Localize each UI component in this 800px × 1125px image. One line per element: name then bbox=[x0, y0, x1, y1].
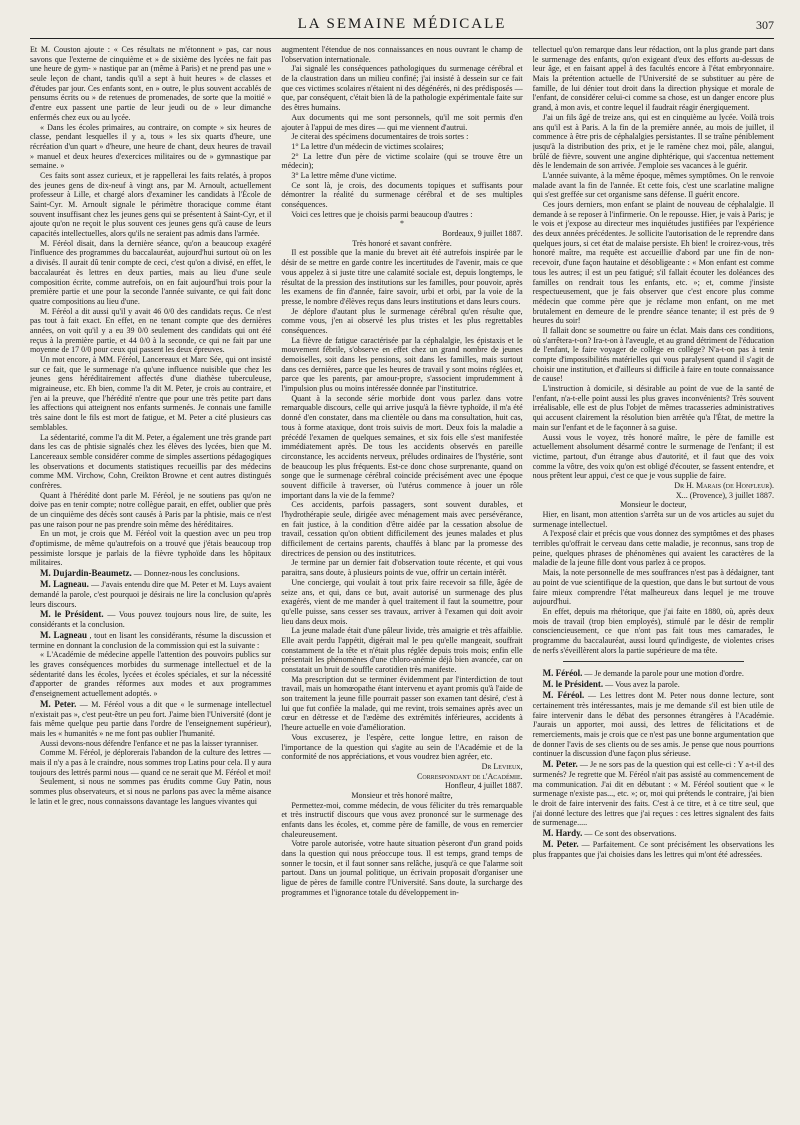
speech-paragraph bbox=[30, 739, 271, 749]
speech-text: « L'Académie de médecine appelle l'attention des pouvoirs publics sur les graves conséquences morbides du surmenage intellectuel et de la sédentarité dans les écoles, lycées et écoles spéciales, et sur la nécessité d'apporter de grandes réformes aux modes et aux programmes d'enseignement actuellement adoptés. » bbox=[30, 650, 272, 698]
column-right bbox=[533, 45, 774, 1125]
speech-text: — M. Féréol vous a dit que « le surmenage intellectuel n'existait pas », c'est peut-être un peu fort. J'aime bien l'Université (dont je fais même quelque peu partie dans l'ordre de l'enseignement supérieur), mais les « humanités » ne me font pas oublier l'humanité. bbox=[30, 699, 272, 738]
speech-paragraph bbox=[30, 748, 271, 777]
letter-paragraph: La fièvre de fatigue caractérisée par la céphalalgie, les épistaxis et le mouvement fébrile, s'observe en effet chez un grand nombre de jeunes demoiselles, soit dans les pensions, soit dans les familles, mais surtout dans ces dernières, parce que les heures de travail y sont moins réglées et, parce que les parents, par amour-propre, s'associent imprudemment à l'impulsion plus ou moins intéressée donnée par l'institutrice. bbox=[281, 335, 523, 394]
speech-text: — Donnez-nous les conclusions. bbox=[133, 569, 240, 579]
letter-paragraph: Ces accidents, parfois passagers, sont souvent durables, et l'hydrothérapie seule, dirigée avec ménagement mais avec persévérance, en fait justice, à la condition d'être aidée par la cessation absolue de travail, cessation qu'on obtient difficilement des jeunes malades et plus difficilement de certains parents, chauffés à blanc par la promesse des directrices de pension ou des institutrices. bbox=[281, 500, 523, 558]
paragraph: « Dans les écoles primaires, au contraire, on compte » six heures de classe, pendant lesquelles il y a, tous » les six quarts d'heure, une récréation d'un quart » d'heure, une heure de chant, deux heures de travail » manuel et deux heures d'exercices militaires ou de » gymnastique par semaine. » bbox=[30, 122, 272, 171]
text-columns bbox=[30, 45, 774, 1125]
speech-paragraph bbox=[30, 777, 271, 806]
speaker-name: M. Lagneau. bbox=[40, 578, 89, 589]
speech-text: — Je ne sors pas de la question qui est celle-ci : Y a-t-il des surmenés? Je regrette que M. Féréol n'ait pas assisté au commencement de ma communication. J'ai dit en débutant : « M. Féréol soutient que « le surmenage n'existe pas..., etc. »; or, moi qui prétends le contraire, j'ai bien le droit de faire intervenir des faits. C'est à ce titre, et à ce titre seul, que j'ai donné lecture des lettres que j'ai reçues : ces lettres signalent des faits de surmenage..... bbox=[532, 759, 774, 828]
speech-paragraph bbox=[533, 839, 774, 860]
speech-paragraph bbox=[30, 630, 271, 651]
letter-signature: Dr Levieux, bbox=[481, 761, 523, 771]
paragraph: Aux documents qui me sont personnels, qu'il me soit permis d'en ajouter à l'appui de mes dires — qui me viennent d'autrui. bbox=[281, 112, 523, 132]
speech-text: — Vous pouvez toujours nous lire, de suite, les considérants et la conclusion. bbox=[30, 610, 272, 630]
speaker-name: M. Lagneau bbox=[40, 629, 88, 640]
speech-paragraph bbox=[533, 690, 774, 759]
paragraph: Et M. Couston ajoute : « Ces résultats ne m'étonnent » pas, car nous savons que l'externe de cinquième et » de sixième des lycées ne fait pas une heure de gym- » nastique par an (même à Paris) et ne prend pas une » seule leçon de chant, tandis qu'il a sept à huit heures » de classes et d'études par jour. Ces enfants sont, en » outre, le plus souvent accablés de pensums écrits ou » de retenues de promenades, de sorte que la moitié » d'entre eux passent une partie de leur jeudi ou de » leur dimanche enfermés chez eux ou au lycée. bbox=[30, 45, 272, 122]
speech-paragraph bbox=[533, 668, 774, 679]
letter-paragraph: Monsieur et très honoré maître, bbox=[351, 790, 453, 800]
paragraph: Un mot encore, à MM. Féréol, Lancereaux et Marc Sée, qui ont insisté sur ce fait, que le surmenage n'a qu'une influence nuisible que chez les jeunes gens héréditairement affectés d'une diathèse tuberculeuse, migraineuse, etc. Eh bien, comme l'a dit M. Peter, je crois au contraire, et j'en ai la preuve, que l'hérédité n'entre que pour une très petite part dans les affections qui atteignent nos enfants surmenés. Je connais une famille très saine dont le fils est mort de fatigue, et M. Peter a cité plusieurs cas semblables. bbox=[30, 355, 272, 432]
speech-paragraph bbox=[30, 579, 271, 609]
speech-paragraph bbox=[533, 679, 774, 690]
speech-paragraph bbox=[30, 609, 271, 630]
speech-text: — J'avais entendu dire que M. Peter et M. Luys avaient demandé la parole, c'est pourquoi je désirais ne lire la conclusion qu'après leurs discours. bbox=[30, 579, 272, 609]
page-header bbox=[30, 14, 774, 39]
paragraph: Je citerai des spécimens documentaires de trois sortes : bbox=[291, 132, 469, 142]
speech-paragraph bbox=[30, 568, 271, 579]
letter-paragraph: En effet, depuis ma rhétorique, que j'ai faite en 1880, où, après deux mois de travail (trop bien employés), stimulé par le désir de remplir consciencieusement, ce que n'ont pas fait tous mes camarades, le programme du baccalauréat, aussi lourd qu'indigeste, de violentes crises de nerfs s'éveillèrent alors la partie supérieure de ma tête. bbox=[532, 606, 774, 655]
speaker-name: M. Peter. bbox=[542, 758, 578, 769]
speaker-name: M. le Président. bbox=[40, 609, 104, 620]
journal-title: LA SEMAINE MÉDICALE bbox=[297, 16, 507, 32]
speech-text: Comme M. Féréol, je déplorerais l'abandon de la culture des lettres — mais il n'y a pas à le craindre, nous sommes trop Latins pour cela. Il y aura toujours des lettrés parmi nous — quand ce ne serait que M. Féréol et moi! bbox=[30, 748, 272, 777]
speaker-name: M. Peter. bbox=[40, 698, 77, 709]
letter-paragraph: Une concierge, qui voulait à tout prix faire recevoir sa fille, âgée de seize ans, et qui, dans ce but, avait autorisé un surmenage des plus exagérés, vient de me mander à quel traitement il faut la soumettre, pour qu'elle puisse, sans cesser ses travaux, arriver à l'examen qui doit avoir lieu dans deux mois. bbox=[281, 577, 523, 626]
speaker-name: M. Dujardin-Beaumetz. bbox=[40, 568, 132, 579]
letter-signature-title: Correspondant de l'Académie. bbox=[416, 771, 523, 781]
section-separator: * bbox=[399, 219, 404, 229]
letter-paragraph: J'ai un fils âgé de treize ans, qui est en cinquième au lycée. Voilà trois ans qu'il est à Paris. A la fin de la première année, au mois de juillet, il commence à être pris de céphalalgies persistantes. Il se traîne péniblement jusqu'à la distribution des prix, et je le ramène chez moi, pâle, alangui, brûlé de fièvre, souvent une angine diphtérique, qui s'accentua nettement dès le lendemain de son arrivée. J'emploie ses vacances à le guérir. bbox=[532, 112, 774, 171]
speaker-name: M. Hardy. bbox=[542, 827, 583, 838]
letter-paragraph: Vous excuserez, je l'espère, cette longue lettre, en raison de l'importance de la question qui s'agite au sein de l'Académie et de la conformité de nos appréciations, et vous voudrez bien agréer, etc. bbox=[281, 732, 523, 762]
speaker-name: M. Féréol. bbox=[542, 690, 585, 700]
letter-dateline: Bordeaux, 9 juillet 1887. bbox=[442, 229, 523, 239]
paragraph: En un mot, je crois que M. Féréol voit la question avec un peu trop d'optimisme, de même qu'autrefois on a trouvé que j'étais beaucoup trop pessimiste lorsque je parlais de la fièvre typhoïde dans les hôpitaux militaires. bbox=[30, 529, 272, 568]
speech-paragraph bbox=[533, 828, 774, 839]
letter-paragraph: Mais, la note personnelle de mes souffrances n'est pas à dédaigner, tant au point de vue scientifique de la question, que dans le but surtout de vous faire mieux comprendre l'état malheureux dans lequel je me trouve aujourd'hui. bbox=[532, 568, 774, 607]
letter-paragraph: L'instruction à domicile, si désirable au point de vue de la santé de l'enfant, n'a-t-elle point aussi les plus graves inconvénients? Très souvent irréalisable, elle est de plus l'objet de mêmes tracasseries administratives qui accusent clairement la résolution bien arrêtée qu'a l'État, de mettre la main sur l'enfant et de le façonner à sa guise. bbox=[532, 384, 774, 432]
paragraph: Ce sont là, je crois, des documents topiques et suffisants pour démontrer la réalité du surmenage cérébral et de ses multiples conséquences. bbox=[281, 180, 523, 209]
speech-text: — Vous avez la parole. bbox=[605, 680, 680, 690]
paragraph: J'ai signalé les conséquences pathologiques du surmenage cérébral et de la claustration dans un milieu confiné; j'ai insisté à dessein sur ce fait que ces victimes scolaires n'étaient ni des dégénérés, ni des prédisposés — que, par conséquent, c'était bien là de la pathologie expérimentale faite sur des êtres humains. bbox=[281, 64, 523, 113]
letter-paragraph: Hier, en lisant, mon attention s'arrêta sur un de vos articles au sujet du surmenage intellectuel. bbox=[532, 510, 774, 529]
letter-paragraph: tellectuel qu'on remarque dans leur rédaction, ont la plus grande part dans le surmenage des enfants, qu'on exigeant d'eux des efforts au-dessus de leur âge, et en faisant appel à des facultés encore à l'état embryonnaire. Mais la prétention actuelle de l'Université de se substituer au père de famille, de lui dénier tout droit dans la direction physique et morale de l'enfant, de considérer celui-ci comme sa chose, est un danger encore plus grand, à mon avis, et contre lequel il faudrait réagir énergiquement. bbox=[532, 45, 774, 113]
column-middle bbox=[281, 45, 522, 1125]
letter-dateline: Honfleur, 4 juillet 1887. bbox=[444, 781, 523, 791]
speaker-name: M. Peter. bbox=[542, 838, 579, 849]
paragraph: Quant à l'hérédité dont parle M. Féréol, je ne soutiens pas qu'on ne doive pas en tenir compte; notre collègue parait, en effet, oublier que près de un cinquième des décès sont causés à Paris par la phtisie, mais ce n'est pas une raison pour ne pas prendre soin même des héréditaires. bbox=[30, 490, 272, 529]
speaker-name: M. le Président. bbox=[542, 679, 604, 690]
letter-paragraph: Aussi vous le voyez, très honoré maître, le père de famille est actuellement absolument désarmé contre le surmenage de l'enfant; il est victime, partout, d'un étrange abus d'autorité, et il faut que des voix comme la vôtre, des voix qu'on est obligé d'écouter, se fassent entendre, et nous prêtent leur appui, c'est ce que je vous supplie de faire. bbox=[532, 432, 774, 481]
paragraph: M. Féréol disait, dans la dernière séance, qu'on a beaucoup exagéré l'influence des programmes du baccalauréat, aujourd'hui surtout où on les a divisés. Il aurait dû tenir compte de ceci, c'est qu'on a divisé, en effet, le baccalauréat ès lettres en deux parties, mais au lieu d'une seule composition écrite, comme autrefois, on en fait aujourd'hui trois pour la première partie et une pour la seconde l'année suivante, ce qui fait donc quatre compositions au lieu d'une. bbox=[30, 238, 272, 306]
letter-paragraph: La jeune malade était d'une pâleur livide, très amaigrie et très affaiblie. Elle avait perdu l'appétit, digérait mal le peu qu'elle mangeait, souffrait constamment de la tête et n'était plus réglée depuis trois mois; enfin elle présentait les phénomènes d'une chloro-anémie déjà bien avancée, car on constatait un bruit de souffle carotidien très manifeste. bbox=[281, 626, 523, 674]
speech-text: Aussi devons-nous défendre l'enfance et ne pas la laisser tyranniser. bbox=[40, 738, 259, 748]
letter-paragraph: Il est possible que la manie du brevet ait été autrefois inspirée par le désir de se mettre en garde contre les incertitudes de l'avenir, mais ce que vous appelez à si juste titre une calamité sociale est, depuis longtemps, le résultat de la pression des institutions sur les familles, pour pouvoir, après les examens de fin d'année, faire savoir, urbi et orbi, par la voie de la presse, le nombre d'élèves reçus dans leurs institutions et dans leurs cours. bbox=[281, 248, 523, 306]
speech-text: Seulement, si nous ne sommes pas érudits comme Guy Patin, nous sommes plus observateurs, et si nous ne parlons pas avec la même aisance le latin et le grec, nous connaissons davantage les langues vivantes qui bbox=[30, 777, 272, 806]
paragraph: La sédentarité, comme l'a dit M. Peter, a également une très grande part dans les cas de phtisie signalés chez les élèves des lycées, bien que M. Lancereaux semble considérer comme de simples assertions pédagogiques les observations et documents statistiques recueillis par des médecins comme MM. Virchow, Cohn, Creikton Browne et cent autres distingués confrères. bbox=[30, 432, 272, 490]
letter-paragraph: A l'exposé clair et précis que vous donnez des symptômes et des phases terribles qu'offrait le cerveau dans cette maladie, je reconnus, sans trop de peine, quelques phrases de phénomènes qui avaient les caractères de la maladie de la jeune fille dont vous parlez à ce propos. bbox=[532, 529, 774, 568]
speech-text: — Les lettres dont M. Peter nous donne lecture, sont certainement très intéressantes, mais je me demande s'il est bien utile de faire intervenir dans le débat des personnes étrangères à l'Académie. J'aurais un apporter, moi aussi, des lettres de félicitations et de remerciements, mais je crois que ce n'est pas une bonne argumentation que de donner l'avis de ses clients ou de ses amis. Je pense que nous pourrions continuer la discussion d'une façon plus sérieuse. bbox=[532, 691, 774, 759]
letter-paragraph: Il fallait donc se soumettre ou faire un éclat. Mais dans ces conditions, où s'arrêtera-t-on? Ira-t-on à l'aveugle, et au grand détriment de l'éducation de l'enfant, le faire voyager de collège en collège? N'a-t-on pas à tenir compte d'impossibilités matérielles qui vous paralysent quand il s'agit de choisir une institution, et d'ailleurs si difficile à faire en toute connaissance de cause! bbox=[532, 325, 774, 384]
column-left bbox=[30, 45, 271, 1125]
paragraph: augmentent l'étendue de nos connaissances en nous ouvrant le champ de l'observation internationale. bbox=[281, 45, 523, 64]
letter-paragraph: Ma prescription dut se terminer évidemment par l'interdiction de tout travail, mais un homœopathe étant intervenu et ayant promis qu'à l'aide de son traitement la jeune fille pourrait passer son examen tant désiré, c'est à lui que fut confiée la malade, qui me revint, trois semaines après avec un cœur en détresse et de l'ædème des extrémités inférieures, accidents à l'heure actuelle en voie d'amélioration. bbox=[281, 674, 523, 733]
speech-text: — Parfaitement. Ce sont précisément les observations les plus frappantes que j'ai choisies dans les lettres qui m'ont été adressées. bbox=[532, 839, 774, 859]
section-rule bbox=[563, 661, 744, 662]
paragraph: Ces faits sont assez curieux, et je rappellerai les faits relatés, à propos des jeunes gens de dix-neuf à vingt ans, par M. Arnoult, actuellement professeur à Lille, et chargé alors d'examiner les candidats à l'École de Saint-Cyr. M. Arnoult signale le périmètre thoracique comme étant souvent insuffisant chez les jeunes gens qui se présentent à Saint-Cyr, et il ajoute qu'on ne reçoit le plus souvent ces jeunes gens qu'à cause de leurs capacités intellectuelles, alors qu'ils ne seraient pas admis dans l'armée. bbox=[30, 170, 272, 239]
paragraph: 2° La lettre d'un père de victime scolaire (qui se trouve être un médecin); bbox=[281, 151, 523, 171]
letter-paragraph: Ces jours derniers, mon enfant se plaint de nouveau de céphalalgie. Il demande à se reposer à l'infirmerie. On le repousse. Hier, je vais à Paris; je le vois et j'expose au directeur mes inquiétudes justifiées par l'expérience des deux années précédentes. Je sollicite l'autorisation de le reprendre dans quelques jours, si cet état de malaise persiste. Eh bien! le croirez-vous, très honoré maître, ma requête est accueillie d'abord par une fin de non-recevoir, d'une façon hautaine et désobligeante : « Mon enfant est comme tous les autres; il est un peu fatigué; s'il fallait écouter les doléances des familles on rendrait tous les enfants, etc. »; et, comme j'insiste respectueusement, que je fais observer que c'est encore plus comme médecin que comme père que je réclame mon enfant, on me met brutalement en demeure de le prendre séance tenante; il est près de 9 heures du soir! bbox=[532, 200, 774, 326]
letter-signature: Dr H. Marais (de Honfleur). bbox=[674, 480, 774, 490]
speech-paragraph bbox=[533, 759, 774, 828]
letter-paragraph: Je déplore d'autant plus le surmenage cérébral qu'en résulte que, comme vous, j'en ai observé les plus tristes et les plus regrettables conséquences. bbox=[281, 306, 523, 335]
page-number: 307 bbox=[756, 18, 774, 32]
letter-paragraph: Quant à la seconde série morbide dont vous parlez dans votre remarquable discours, celle qui arrive jusqu'à la fièvre typhoïde, il m'a été donné d'en constater, dans ma clientèle ou dans ma consultation, huit cas, tous à forme ataxique, dont trois suivis de mort. Deux fois la maladie a précédé l'examen de quelques semaines, et six fois elle s'est manifestée immédiatement après. De tous les accidents observés en pareille circonstance, les accidents nerveux, préludes ordinaires de l'hystérie, sont de beaucoup les plus fréquents. Est-ce donc chose surprenante, quand on songe que le surmenage cérébral coincide précisément avec une époque souvent difficile à traverser, où l'utérus commence à jouer un rôle important dans la vie de la femme? bbox=[281, 393, 523, 500]
paragraph: M. Féréol a dit aussi qu'il y avait 46 0/0 des candidats reçus. Ce n'est pas tout à fait exact. En effet, en ne tenant compte que des dernières années, on voit qu'il y a eu 39 0/0 seulement des candidats qui ont été reçus à la première partie, et 44 0/0 à la seconde, ce qui ne fait par une moyenne de 17 0/0 pour ceux qui passent les deux épreuves. bbox=[30, 306, 272, 355]
paragraph: 1° La lettre d'un médecin de victimes scolaires; bbox=[291, 141, 444, 151]
speech-text: — Ce sont des observations. bbox=[584, 828, 677, 838]
speech-text: — Je demande la parole pour une motion d'ordre. bbox=[584, 669, 744, 679]
letter-paragraph: L'année suivante, à la même époque, mêmes symptômes. On le renvoie malade avant la fin de l'année. Et cette fois, c'est une scarlatine maligne qui s'est greffée sur cet organisme sans défense. Il guérit encore. bbox=[532, 170, 774, 200]
paragraph: 3° La lettre même d'une victime. bbox=[291, 170, 397, 180]
letter-paragraph: Très honoré et savant confrère. bbox=[352, 238, 452, 248]
speaker-name: M. Féréol. bbox=[542, 668, 583, 679]
letter-paragraph: Votre parole autorisée, votre haute situation pèseront d'un grand poids dans la question qui nous préoccupe tous. Il est temps, grand temps de sonner le tocsin, et il faut sonner sans relâche, jusqu'à ce que l'alarme soit partout. Dans un journal politique, un écrivain proposait d'organiser une ligue de pères de famille contre l'Université. Sans doute, la surcharge des programmes et l'ignorance totale du développement in- bbox=[281, 839, 523, 897]
speech-paragraph bbox=[30, 650, 271, 698]
paragraph: Voici ces lettres que je choisis parmi beaucoup d'autres : bbox=[291, 209, 473, 219]
letter-dateline: X... (Provence), 3 juillet 1887. bbox=[675, 490, 774, 500]
letter-paragraph: Permettez-moi, comme médecin, de vous féliciter du très remarquable et très instructif discours que vous avez prononcé sur le surmenage des enfants dans les écoles, et, comme père de famille, de vous en remercier chaleureusement. bbox=[281, 800, 523, 839]
letter-paragraph: Monsieur le docteur, bbox=[620, 500, 687, 510]
speech-text: , tout en lisant les considérants, résume la discussion et termine en donnant la conclusion de la commission qui est la suivante : bbox=[30, 630, 272, 650]
letter-paragraph: Je termine par un dernier fait d'observation toute récente, et qui vous paraitra, sans doute, à plusieurs points de vue, offrir un certain intérêt. bbox=[281, 558, 523, 578]
speech-paragraph bbox=[30, 699, 271, 739]
